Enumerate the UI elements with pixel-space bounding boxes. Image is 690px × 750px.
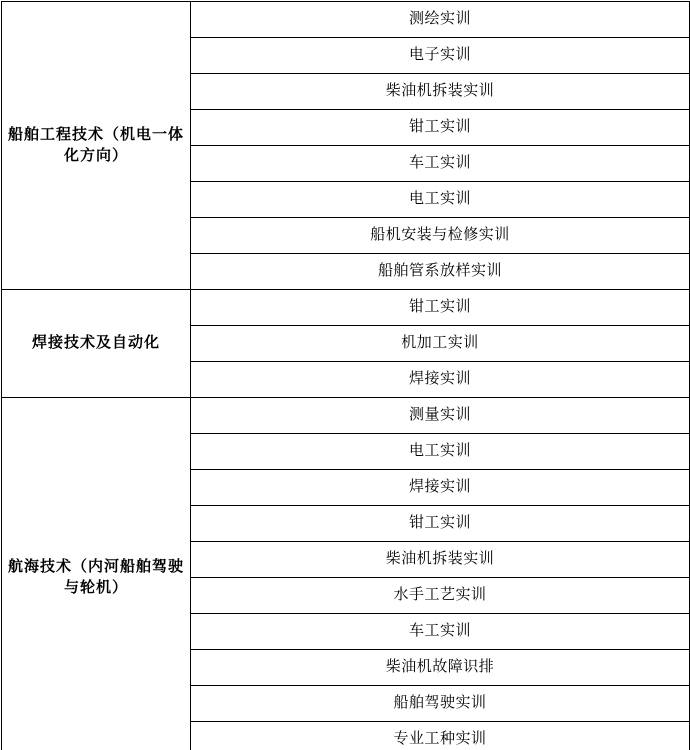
course-name-cell: 车工实训 <box>191 614 690 650</box>
course-name-cell: 电工实训 <box>191 434 690 470</box>
table-row <box>2 290 690 326</box>
course-name-cell: 柴油机故障识排 <box>191 650 690 686</box>
course-name-cell: 钳工实训 <box>191 506 690 542</box>
course-name-cell: 柴油机拆装实训 <box>191 74 690 110</box>
course-name-cell: 船机安装与检修实训 <box>191 218 690 254</box>
course-name-cell: 水手工艺实训 <box>191 578 690 614</box>
major-name-cell: 焊接技术及自动化 <box>2 290 191 398</box>
course-name-cell: 船舶驾驶实训 <box>191 686 690 722</box>
course-name-cell: 船舶管系放样实训 <box>191 254 690 290</box>
major-name-cell: 船舶工程技术（机电一体化方向） <box>2 2 191 290</box>
course-name-cell: 焊接实训 <box>191 470 690 506</box>
course-name-cell: 钳工实训 <box>191 290 690 326</box>
course-name-cell: 电工实训 <box>191 182 690 218</box>
course-name-cell: 电子实训 <box>191 38 690 74</box>
table-body <box>2 2 690 750</box>
course-name-cell: 钳工实训 <box>191 110 690 146</box>
course-name-cell: 专业工种实训 <box>191 722 690 750</box>
table-row <box>2 398 690 434</box>
course-name-cell: 车工实训 <box>191 146 690 182</box>
course-name-cell: 测绘实训 <box>191 2 690 38</box>
course-name-cell: 测量实训 <box>191 398 690 434</box>
course-name-cell: 焊接实训 <box>191 362 690 398</box>
table-row <box>2 2 690 38</box>
major-name-cell: 航海技术（内河船舶驾驶与轮机） <box>2 398 191 750</box>
course-name-cell: 机加工实训 <box>191 326 690 362</box>
course-name-cell: 柴油机拆装实训 <box>191 542 690 578</box>
major-course-table <box>1 1 690 750</box>
